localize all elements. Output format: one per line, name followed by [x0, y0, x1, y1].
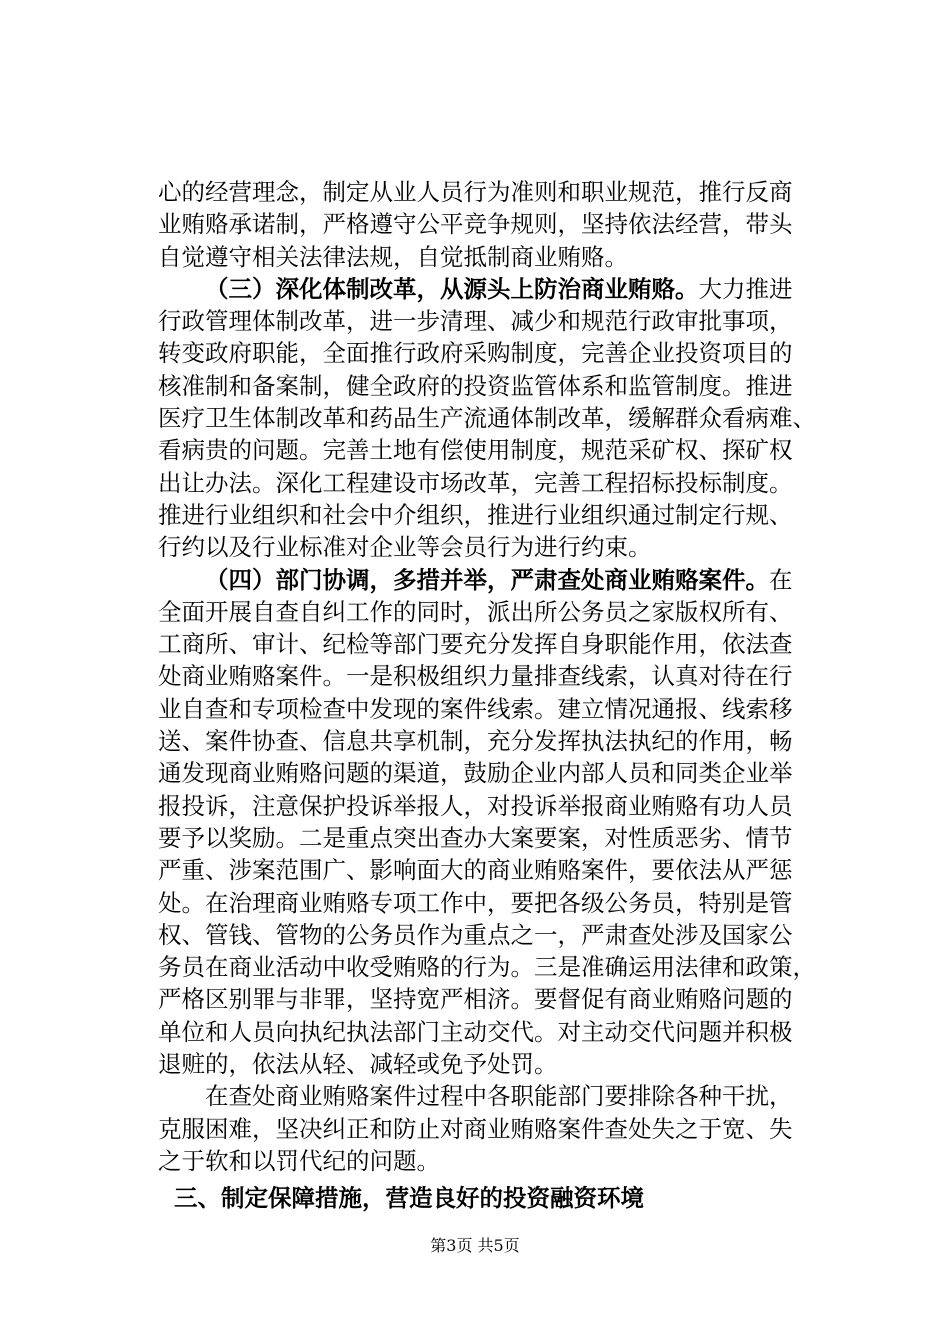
text-line: 报投诉，注意保护投诉举报人，对投诉举报商业贿赂有功人员: [158, 791, 793, 820]
text-line: [158, 273, 836, 305]
text-line: 务员在商业活动中收受贿赂的行为。三是准确运用法律和政策，: [158, 953, 816, 982]
page-footer: 第3页 共5页: [430, 1236, 520, 1255]
text-line: 看病贵的问题。完善土地有偿使用制度，规范采矿权、探矿权: [158, 436, 793, 465]
text-line: 业贿赂承诺制，严格遵守公平竞争规则，坚持依法经营，带头: [158, 210, 793, 239]
text-line: 通发现商业贿赂问题的渠道，鼓励企业内部人员和同类企业举: [158, 759, 793, 788]
document-body: [158, 176, 836, 1215]
section-lead: （四）部门协调，多措并举，严肃查处商业贿赂案件。: [205, 565, 769, 594]
section-lead: （三）深化体制改革，从源头上防治商业贿赂。: [205, 274, 699, 303]
text-line: 业自查和专项检查中发现的案件线索。建立情况通报、线索移: [158, 694, 793, 723]
text-line: 要予以奖励。二是重点突出查办大案要案，对性质恶劣、情节: [158, 823, 793, 852]
text-line: 出让办法。深化工程建设市场改革，完善工程招标投标制度。: [158, 468, 793, 497]
paragraph-2: [158, 273, 836, 564]
text-line: 全面开展自查自纠工作的同时，派出所公务员之家版权所有、: [158, 597, 793, 626]
text-span: 在: [769, 565, 793, 594]
text-line: 克服困难，坚决纠正和防止对商业贿赂案件查处失之于宽、失: [158, 1114, 793, 1143]
text-line: 工商所、审计、纪检等部门要充分发挥自身职能作用，依法查: [158, 630, 793, 659]
text-line: 自觉遵守相关法律法规，自觉抵制商业贿赂。: [158, 242, 628, 271]
text-line: 处。在治理商业贿赂专项工作中，要把各级公务员，特别是管: [158, 888, 793, 917]
text-line: 退赃的，依法从轻、减轻或免予处罚。: [158, 1050, 558, 1079]
text-line: 转变政府职能，全面推行政府采购制度，完善企业投资项目的: [158, 339, 793, 368]
text-line: [158, 564, 836, 596]
text-line: 医疗卫生体制改革和药品生产流通体制改革，缓解群众看病难、: [158, 404, 816, 433]
text-line: 核准制和备案制，健全政府的投资监管体系和监管制度。推进: [158, 371, 793, 400]
text-line: 单位和人员向执纪执法部门主动交代。对主动交代问题并积极: [158, 1017, 793, 1046]
section-heading: 三、制定保障措施，营造良好的投资融资环境: [174, 1184, 644, 1213]
text-line: 行约以及行业标准对企业等会员行为进行约束。: [158, 533, 652, 562]
paragraph-4: [158, 1080, 836, 1177]
paragraph-1: [158, 176, 836, 273]
paragraph-3: [158, 564, 836, 1081]
text-line: 推进行业组织和社会中介组织，推进行业组织通过制定行规、: [158, 500, 793, 529]
text-line: 之于软和以罚代纪的问题。: [158, 1146, 440, 1175]
text-line: 心的经营理念，制定从业人员行为准则和职业规范，推行反商: [158, 178, 793, 206]
text-line: 行政管理体制改革，进一步清理、减少和规范行政审批事项，: [158, 307, 793, 336]
text-line: 处商业贿赂案件。一是积极组织力量排查线索，认真对待在行: [158, 662, 793, 691]
text-line: 权、管钱、管物的公务员作为重点之一，严肃查处涉及国家公: [158, 920, 793, 949]
text-line: 严格区别罪与非罪，坚持宽严相济。要督促有商业贿赂问题的: [158, 985, 793, 1014]
text-span: 大力推进: [698, 274, 793, 303]
text-line: 送、案件协查、信息共享机制，充分发挥执法执纪的作用，畅: [158, 727, 793, 756]
text-line: 在查处商业贿赂案件过程中各职能部门要排除各种干扰，: [205, 1082, 793, 1111]
text-line: 严重、涉案范围广、影响面大的商业贿赂案件，要依法从严惩: [158, 856, 793, 885]
